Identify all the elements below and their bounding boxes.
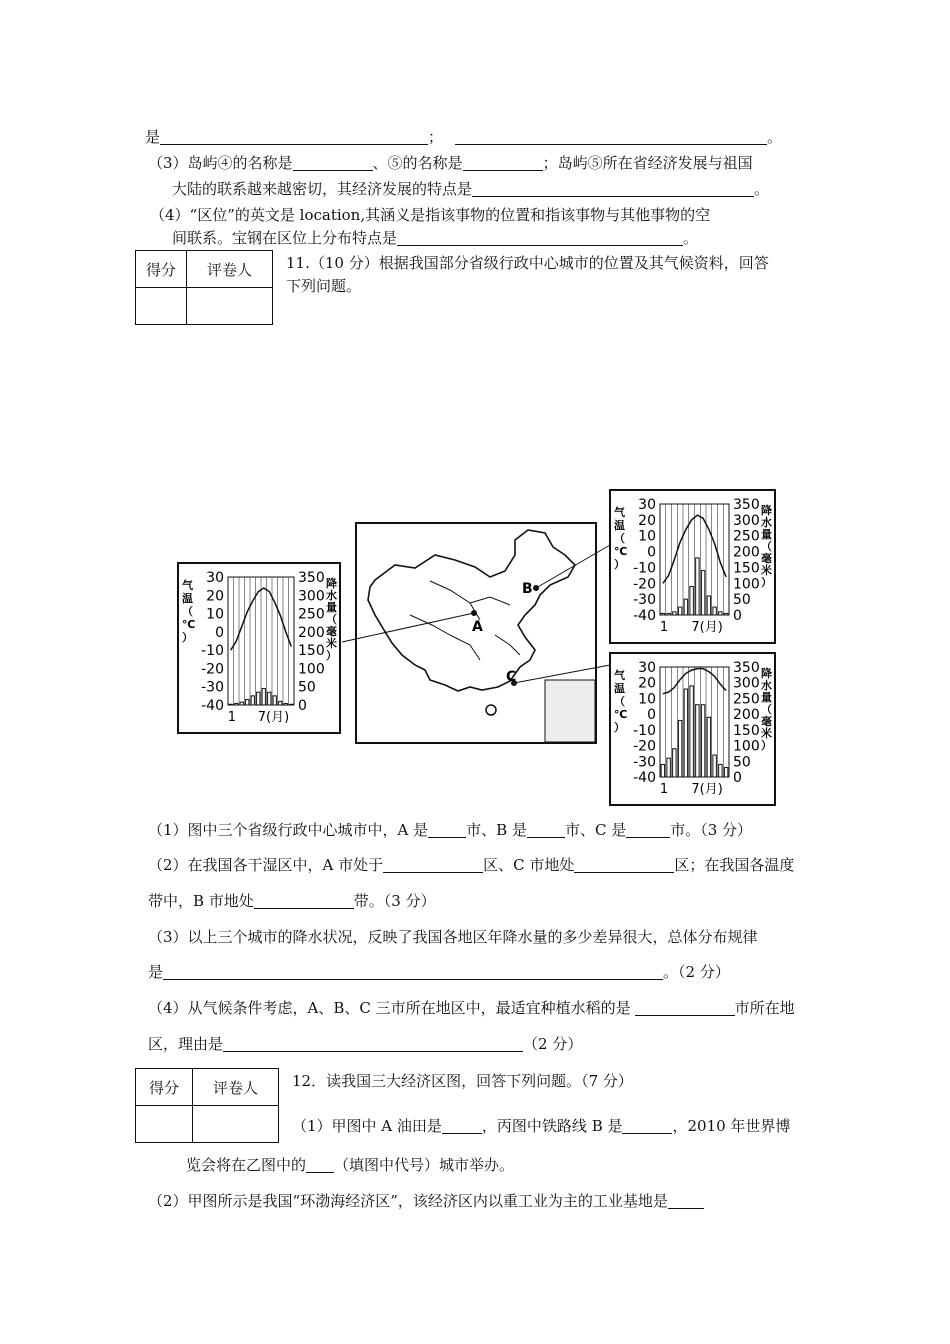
answer-blank[interactable] (397, 229, 683, 246)
precip-tick-label: 250 (733, 528, 760, 545)
precip-bar (707, 717, 710, 777)
temp-axis-label: 温 (614, 682, 625, 695)
precip-tick-label: 300 (298, 588, 325, 605)
answer-blank[interactable] (527, 821, 565, 838)
answer-blank[interactable] (668, 1192, 704, 1209)
precip-bar (229, 704, 232, 705)
temp-tick-label: -20 (633, 576, 656, 593)
precip-tick-label: 50 (733, 592, 751, 609)
precip-tick-label: 200 (733, 707, 760, 724)
q11-3-line2: 是 。（2 分） (148, 963, 730, 981)
precip-axis-label: 毫 (761, 715, 772, 728)
precip-tick-label: 100 (733, 576, 760, 593)
reviewer-cell[interactable] (187, 288, 273, 325)
temp-axis-label: 气 (614, 669, 625, 682)
temp-tick-label: -30 (201, 679, 224, 696)
temp-tick-label: -30 (633, 754, 656, 771)
answer-blank[interactable] (626, 821, 670, 838)
precip-axis-label: 水 (326, 589, 337, 602)
q11-title-line2: 下列问题。 (286, 277, 362, 295)
score-cell[interactable] (136, 1106, 193, 1143)
precip-tick-label: 0 (298, 698, 307, 714)
precip-bar (713, 755, 716, 777)
q11-4-line2: 区，理由是 （2 分） (148, 1035, 583, 1053)
score-table-2 (135, 1068, 279, 1143)
precip-tick-label: 150 (733, 560, 760, 577)
temp-tick-label: -20 (633, 738, 656, 755)
precip-axis-label: ） (761, 576, 772, 589)
score-header: 得分 (136, 251, 187, 288)
precip-tick-label: 300 (733, 675, 760, 692)
precip-bar (279, 701, 282, 705)
temp-tick-label: 30 (638, 660, 656, 676)
precip-bar (678, 720, 681, 777)
x-tick-label: 7(月) (691, 782, 723, 797)
precip-tick-label: 350 (733, 660, 760, 676)
answer-blank[interactable] (455, 128, 767, 145)
precip-bar (678, 607, 681, 615)
precip-axis-label: ） (326, 649, 337, 662)
precip-axis-label: 毫 (326, 625, 337, 638)
precip-axis-label: 米 (761, 727, 772, 740)
precip-tick-label: 350 (298, 570, 325, 586)
temp-axis-label: ） (614, 721, 625, 734)
q12-2: （2）甲图所示是我国“环渤海经济区”，该经济区内以重工业为主的工业基地是 (148, 1191, 704, 1211)
precip-tick-label: 350 (733, 497, 760, 513)
x-tick-label: 7(月) (257, 710, 290, 725)
temp-tick-label: 30 (206, 570, 224, 586)
precip-bar (268, 692, 271, 705)
precip-axis-label: 量 (761, 528, 772, 541)
city-a-label: A (472, 619, 483, 635)
temp-axis-label: ℃ (614, 708, 628, 721)
temp-tick-label: 0 (647, 544, 656, 561)
precip-bar (696, 558, 699, 615)
answer-blank[interactable] (472, 180, 754, 197)
climate-figure (170, 485, 785, 810)
temp-tick-label: 10 (638, 528, 656, 545)
x-tick-label: 1 (659, 620, 669, 635)
answer-blank[interactable] (574, 856, 674, 873)
answer-blank[interactable] (635, 999, 735, 1016)
temp-tick-label: -40 (633, 608, 656, 624)
precip-bar (240, 702, 243, 705)
q11-title: 11.（10 分）根据我国部分省级行政中心城市的位置及其气候资料，回答 (286, 254, 769, 272)
answer-blank[interactable] (463, 154, 543, 171)
precip-bar (667, 613, 670, 615)
precip-bar (684, 689, 687, 777)
q10-4-line2: 间联系。宝钢在区位上分布特点是 。 (172, 229, 699, 247)
precip-bar (707, 596, 710, 615)
temp-axis-label: 温 (614, 519, 625, 532)
q10-line1: 是 ； 。 (145, 128, 783, 146)
temp-tick-label: -40 (633, 770, 656, 786)
temp-tick-label: -20 (201, 661, 224, 678)
answer-blank[interactable] (383, 856, 483, 873)
precip-axis-label: 量 (761, 691, 772, 704)
temp-tick-label: 10 (638, 691, 656, 708)
precip-axis-label: 降 (761, 667, 772, 680)
precip-axis-label: 量 (326, 601, 337, 614)
temp-tick-label: -10 (201, 643, 224, 660)
city-c-label: C (506, 669, 517, 685)
answer-blank[interactable] (306, 1156, 334, 1173)
precip-bar (724, 768, 727, 777)
precip-axis-label: 降 (326, 577, 337, 590)
precip-bar (273, 696, 276, 705)
temp-tick-label: 20 (638, 675, 656, 692)
precip-axis-label: 降 (761, 504, 772, 517)
x-tick-label: 1 (659, 782, 669, 797)
precip-bar (661, 613, 664, 615)
q10-3-line2: 大陆的联系越来越密切，其经济发展的特点是 。 (172, 180, 770, 198)
precip-bar (667, 758, 670, 777)
precip-bar (701, 705, 704, 777)
temp-tick-label: 10 (206, 606, 224, 623)
answer-blank[interactable] (428, 821, 466, 838)
answer-blank[interactable] (622, 1117, 672, 1134)
precip-axis-label: 米 (326, 637, 337, 650)
temp-tick-label: 20 (638, 512, 656, 529)
precip-axis-label: ） (761, 739, 772, 752)
q10-4-line1: （4）“区位”的英文是 location,其涵义是指该事物的位置和指该事物与其他事物的空 (150, 206, 711, 224)
temp-axis-label: 气 (182, 579, 193, 592)
precip-axis-label: 水 (761, 679, 772, 692)
q11-2-line2: 带中，B 市地处 带。（3 分） (148, 892, 436, 910)
precip-bar (661, 764, 664, 777)
temp-axis-label: ） (182, 631, 193, 644)
x-tick-label: 7(月) (691, 620, 723, 635)
q11-2-line1: （2）在我国各干湿区中，A 市处于 区、C 市地处 区；在我国各温度 (148, 856, 795, 874)
precip-bar (724, 613, 727, 615)
precip-bar (251, 696, 254, 705)
x-tick-label: 1 (227, 710, 237, 725)
precip-axis-label: （ (761, 540, 772, 553)
answer-blank[interactable] (293, 154, 373, 171)
score-table (135, 250, 273, 325)
temp-axis-label: ） (614, 558, 625, 571)
south-sea-inset (545, 680, 595, 742)
q12-title: 12．读我国三大经济区图，回答下列问题。（7 分） (292, 1072, 633, 1090)
answer-blank[interactable] (160, 128, 428, 145)
precip-axis-label: 米 (761, 564, 772, 577)
precip-bar (690, 686, 693, 777)
precip-tick-label: 250 (733, 691, 760, 708)
precip-bar (719, 764, 722, 777)
precip-bar (696, 705, 699, 777)
precip-tick-label: 150 (298, 643, 325, 660)
temp-tick-label: 20 (206, 588, 224, 605)
precip-bar (684, 599, 687, 615)
precip-tick-label: 200 (298, 624, 325, 641)
precip-bar (262, 689, 265, 705)
temp-axis-label: （ (614, 532, 625, 545)
temp-tick-label: 0 (215, 624, 224, 641)
precip-tick-label: 200 (733, 544, 760, 561)
precip-bar (673, 749, 676, 777)
precip-bar (290, 704, 293, 705)
precip-tick-label: 50 (733, 754, 751, 771)
score-cell[interactable] (136, 288, 187, 325)
precip-tick-label: 150 (733, 722, 760, 739)
precip-axis-label: （ (326, 613, 337, 626)
precip-tick-label: 0 (733, 770, 742, 786)
q11-3-line1: （3）以上三个城市的降水状况，反映了我国各地区年降水量的多少差异很大，总体分布规律 (148, 928, 758, 946)
temp-tick-label: -10 (633, 560, 656, 577)
temp-tick-label: -40 (201, 698, 224, 714)
temp-axis-label: （ (182, 605, 193, 618)
q11-1: （1）图中三个省级行政中心城市中，A 是 市、B 是 市、C 是 市。（3 分） (148, 821, 753, 839)
precip-tick-label: 250 (298, 606, 325, 623)
answer-blank[interactable] (163, 963, 663, 980)
precip-tick-label: 100 (733, 738, 760, 755)
precip-tick-label: 0 (733, 608, 742, 624)
precip-bar (701, 571, 704, 615)
precip-bar (284, 704, 287, 705)
temp-axis-label: （ (614, 695, 625, 708)
q10-3-line1: （3）岛屿④的名称是 、⑤的名称是 ；岛屿⑤所在省经济发展与祖国 (148, 154, 753, 172)
temp-axis-label: 气 (614, 506, 625, 519)
precip-tick-label: 100 (298, 661, 325, 678)
precip-axis-label: 水 (761, 516, 772, 529)
q12-1-line2: 览会将在乙图中的 （填图中代号）城市举办。 (186, 1156, 515, 1174)
precip-bar (257, 692, 260, 705)
precip-bar (713, 607, 716, 615)
q11-4-line1: （4）从气候条件考虑，A、B、C 三市所在地区中，最适宜种植水稻的是 市所在地 (148, 999, 795, 1017)
precip-axis-label: 毫 (761, 552, 772, 565)
reviewer-header: 评卷人 (187, 251, 273, 288)
reviewer-cell[interactable] (193, 1106, 279, 1143)
temp-tick-label: -10 (633, 722, 656, 739)
temp-tick-label: 30 (638, 497, 656, 513)
answer-blank[interactable] (442, 1117, 482, 1134)
temp-axis-label: ℃ (614, 545, 628, 558)
score-header: 得分 (136, 1069, 193, 1106)
temp-tick-label: -30 (633, 592, 656, 609)
precip-bar (719, 612, 722, 615)
precip-bar (235, 704, 238, 705)
precip-axis-label: （ (761, 703, 772, 716)
answer-blank[interactable] (223, 1035, 523, 1052)
precip-bar (690, 586, 693, 615)
precip-bar (246, 700, 249, 705)
precip-tick-label: 300 (733, 512, 760, 529)
precip-bar (673, 612, 676, 615)
temp-axis-label: 温 (182, 592, 193, 605)
precip-tick-label: 50 (298, 679, 316, 696)
temp-tick-label: 0 (647, 707, 656, 724)
temp-axis-label: ℃ (182, 618, 196, 631)
city-b-label: B (522, 581, 533, 597)
reviewer-header: 评卷人 (193, 1069, 279, 1106)
answer-blank[interactable] (254, 892, 354, 909)
q12-1-line1: （1）甲图中 A 油田是 ，丙图中铁路线 B 是 ，2010 年世界博 (292, 1117, 791, 1135)
